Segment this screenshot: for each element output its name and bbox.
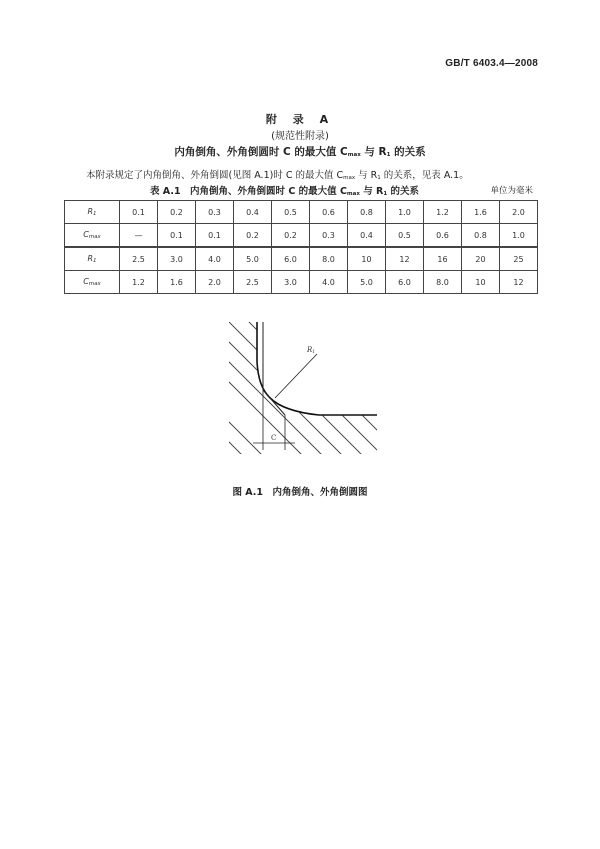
table-cell: 5.0 [348,271,386,294]
row-label-r1: $R_1$ [65,247,120,271]
standard-number: GB/T 6403.4—2008 [445,58,538,69]
table-cell: 0.1 [158,224,196,248]
table-cell: 0.1 [120,201,158,224]
table-caption: 表 A.1 内角倒角、外角倒圆时 C 的最大值 $C_{max}$ 与 $R_1$ 的关系 [150,186,419,197]
table-cell: 1.2 [120,271,158,294]
table-cell: 3.0 [272,271,310,294]
table-cell: 10 [348,247,386,271]
intro-paragraph: 本附录规定了内角倒角、外角倒圆(见图 A.1)时 C 的最大值 $C_{max}$ 与 $R_1$ 的关系，见表 A.1。 [86,170,469,181]
table-cell: 0.6 [424,224,462,248]
table-cell: 4.0 [196,247,234,271]
figure-caption: 图 A.1 内角倒角、外角倒圆图 [232,487,368,498]
label-c: C [271,434,277,442]
table-cell: 0.3 [196,201,234,224]
row-label-cmax: $C_{max}$ [65,271,120,294]
table-cell: 0.5 [386,224,424,248]
contour [257,322,377,415]
table-cell: 2.0 [196,271,234,294]
table-cell: 8.0 [424,271,462,294]
table-cell: 3.0 [158,247,196,271]
annex-title: 附 录 A [265,113,335,126]
table-cell: 6.0 [272,247,310,271]
hatching [229,322,377,454]
chamfer-figure [229,322,377,454]
annex-heading: 内角倒角、外角倒圆时 C 的最大值 $C_{max}$ 与 $R_1$ 的关系 [174,146,426,158]
table-cell: 0.2 [272,224,310,248]
table-cell: 1.2 [424,201,462,224]
table-cell: 1.0 [386,201,424,224]
table-cell: 0.5 [272,201,310,224]
data-table [64,200,538,294]
table-cell: 2.0 [500,201,538,224]
table-cell: 5.0 [234,247,272,271]
table-cell: 16 [424,247,462,271]
table-row [65,271,538,294]
table-cell: 20 [462,247,500,271]
table-row [65,224,538,248]
table-cell: 12 [500,271,538,294]
table-cell: 6.0 [386,271,424,294]
table-row [65,247,538,271]
table-cell: 0.4 [234,201,272,224]
table-cell: 4.0 [310,271,348,294]
table-cell: 0.2 [234,224,272,248]
table-cell: 0.8 [348,201,386,224]
table-cell: 25 [500,247,538,271]
table-cell: 1.0 [500,224,538,248]
table-unit: 单位为毫米 [490,186,533,196]
table-cell: 8.0 [310,247,348,271]
table-cell: 0.1 [196,224,234,248]
table-cell: 10 [462,271,500,294]
table-cell: 0.6 [310,201,348,224]
table-cell: 1.6 [158,271,196,294]
table-row [65,201,538,224]
table-cell: 0.3 [310,224,348,248]
table-cell: 12 [386,247,424,271]
row-label-r1: $R_1$ [65,201,120,224]
table-cell: 0.4 [348,224,386,248]
annex-type: (规范性附录) [271,131,329,142]
table-cell: — [120,224,158,248]
table-cell: 0.2 [158,201,196,224]
table-cell: 1.6 [462,201,500,224]
table-cell: 0.8 [462,224,500,248]
label-r1: R1 [307,346,316,355]
table-cell: 2.5 [234,271,272,294]
table-cell: 2.5 [120,247,158,271]
radius-leader [275,354,317,398]
row-label-cmax: $C_{max}$ [65,224,120,248]
